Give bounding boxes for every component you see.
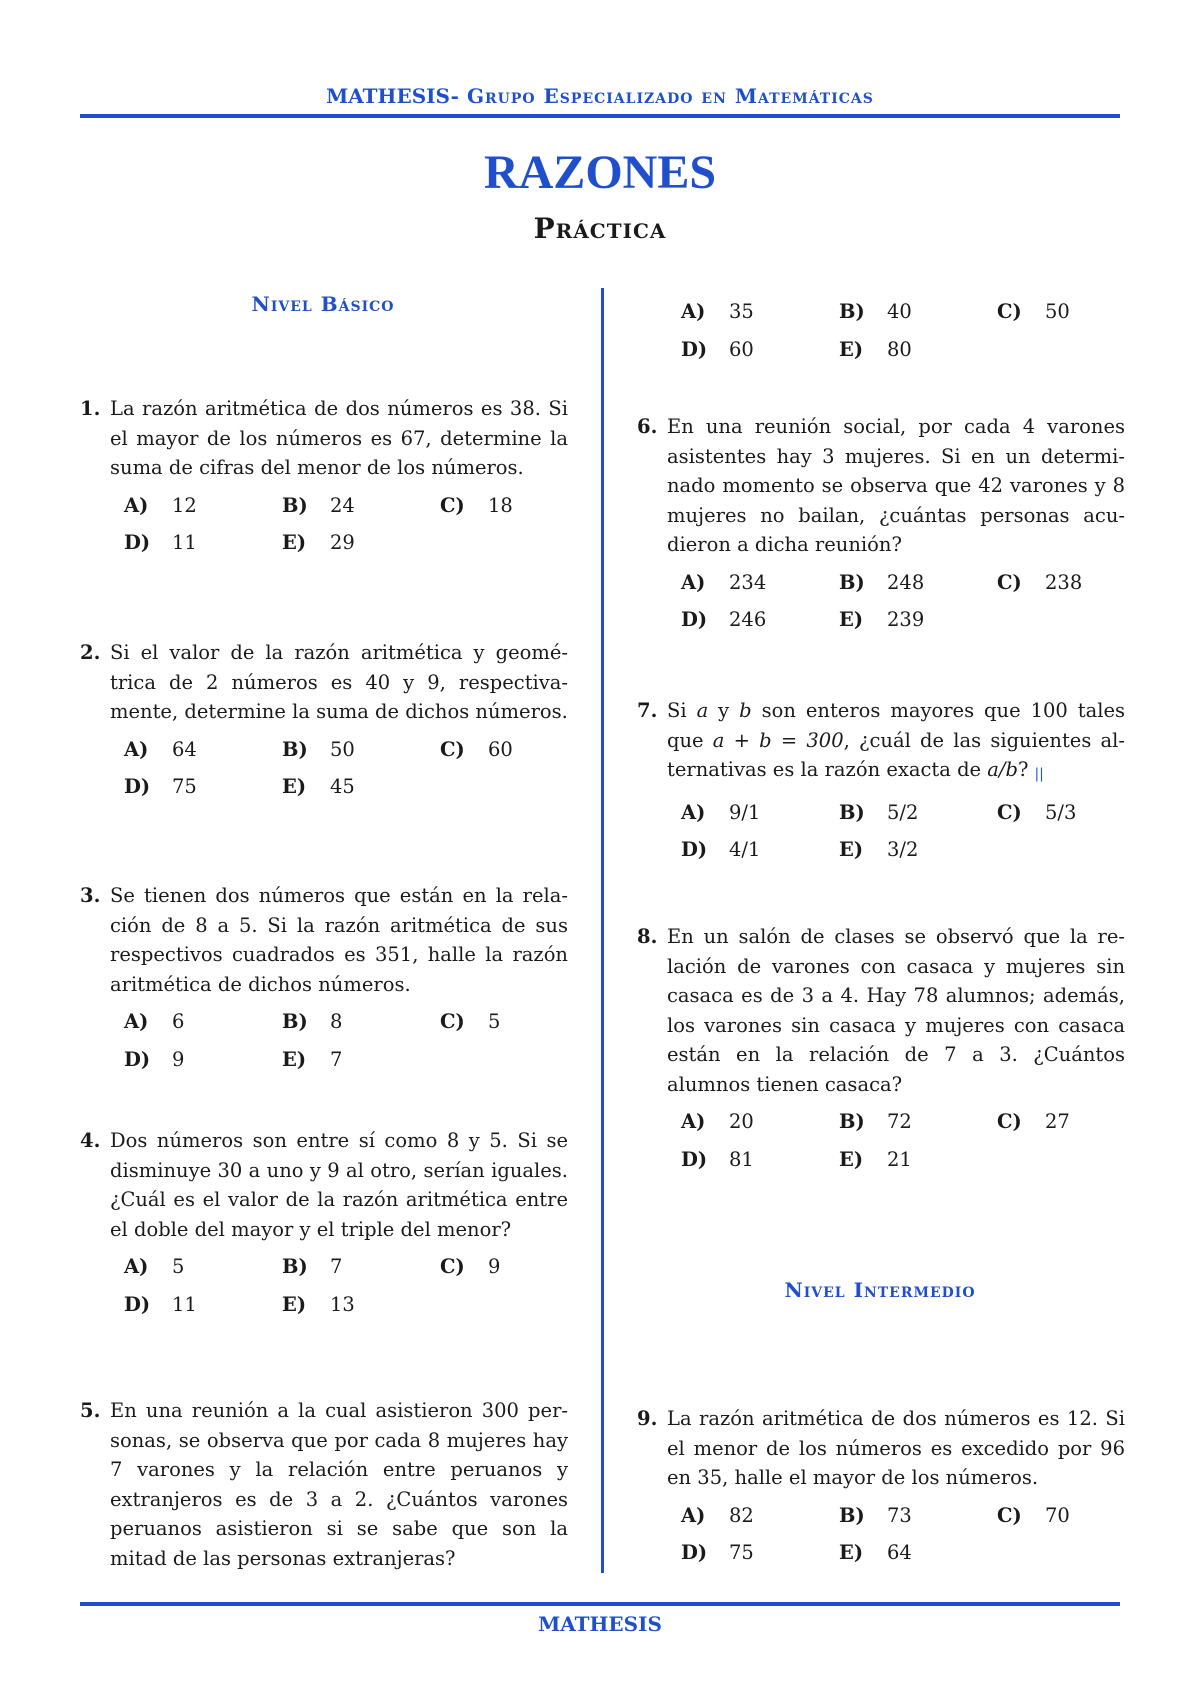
problem [78, 1126, 568, 1319]
option-value: 35 [729, 300, 754, 323]
problem-5-options [635, 289, 1125, 364]
problem-text [78, 394, 568, 483]
answer-option [124, 772, 282, 802]
answer-option [124, 528, 282, 558]
option-letter: C) [440, 737, 465, 761]
option-value: 50 [330, 737, 355, 761]
option-letter: C) [997, 800, 1022, 824]
option-value: 64 [172, 737, 197, 761]
math-var-a: a [696, 699, 709, 722]
answer-option [440, 1007, 598, 1037]
option-letter: D) [681, 1541, 708, 1564]
option-value: 3/2 [887, 838, 919, 861]
statement-part: Si [667, 699, 697, 722]
option-value: 40 [887, 300, 912, 323]
problem-number: 5. [80, 1399, 101, 1422]
option-value: 64 [887, 1541, 912, 1564]
problem-number: 2. [80, 641, 101, 664]
option-value: 13 [330, 1292, 355, 1316]
option-letter: A) [681, 1110, 706, 1133]
option-value: 70 [1045, 1503, 1070, 1527]
options-grid [635, 568, 1125, 635]
option-letter: A) [681, 1503, 706, 1527]
option-value: 4/1 [729, 838, 761, 861]
option-letter: E) [839, 1147, 864, 1171]
option-value: 60 [729, 337, 754, 361]
option-letter: E) [839, 838, 864, 861]
answer-option [282, 772, 440, 802]
statement-part: ? [1017, 758, 1029, 781]
option-value: 234 [729, 570, 767, 594]
option-letter: B) [839, 300, 865, 323]
answer-option [681, 1107, 839, 1137]
option-letter: E) [282, 1047, 307, 1071]
problem-text [635, 696, 1125, 790]
problem [635, 922, 1125, 1174]
section-title-intermediate: Nivel Intermedio [784, 1278, 976, 1302]
option-value: 12 [172, 493, 197, 517]
answer-option [839, 297, 997, 327]
option-value: 5/2 [887, 800, 919, 824]
header-brand: MATHESIS- [326, 84, 459, 108]
options-grid [635, 1501, 1125, 1568]
option-letter: A) [124, 1010, 149, 1033]
page-title: RAZONES [483, 146, 717, 199]
option-value: 5 [488, 1010, 501, 1033]
answer-option [681, 335, 839, 365]
problem-statement: Si el valor de la razón aritmética y geométrica de 2 números es 40 y 9, respectivamente, determine la suma de dichos números. [110, 641, 568, 723]
answer-option [282, 735, 440, 765]
option-letter: D) [124, 1047, 151, 1071]
option-letter: E) [282, 775, 307, 798]
option-value: 8 [330, 1010, 343, 1033]
option-value: 6 [172, 1010, 185, 1033]
option-letter: D) [681, 838, 708, 861]
option-letter: A) [124, 493, 149, 517]
option-value: 81 [729, 1147, 754, 1171]
option-letter: A) [124, 1255, 149, 1278]
answer-option [282, 1252, 440, 1282]
option-value: 80 [887, 337, 912, 361]
problem [78, 1396, 568, 1573]
problem-statement: Dos números son entre sí como 8 y 5. Si se disminuye 30 a uno y 9 al otro, serían iguales. ¿Cuál es el valor de la razón aritmética entre el doble del mayor y el triple del menor? [110, 1129, 568, 1241]
option-value: 50 [1045, 300, 1070, 323]
answer-option [997, 297, 1155, 327]
option-letter: D) [681, 608, 708, 631]
answer-option [440, 735, 598, 765]
option-letter: A) [681, 570, 706, 594]
option-letter: B) [282, 493, 308, 517]
answer-option [839, 798, 997, 828]
option-value: 11 [172, 1292, 197, 1316]
answer-option [440, 491, 598, 521]
answer-option [282, 1007, 440, 1037]
option-letter: B) [282, 1255, 308, 1278]
answer-option [997, 568, 1155, 598]
option-letter: E) [839, 337, 864, 361]
answer-option [124, 1290, 282, 1320]
problem-statement: La razón aritmética de dos números es 38. Si el mayor de los números es 67, determine la suma de cifras del menor de los números. [110, 397, 568, 479]
answer-option [997, 798, 1155, 828]
answer-option [124, 1045, 282, 1075]
option-value: 60 [488, 737, 513, 761]
option-value: 11 [172, 531, 197, 554]
options-grid [78, 491, 568, 558]
option-letter: A) [681, 300, 706, 323]
options-grid [635, 798, 1125, 865]
option-value: 20 [729, 1110, 754, 1133]
options-grid [78, 1007, 568, 1074]
math-var-b: b [739, 699, 752, 722]
answer-option [681, 1501, 839, 1531]
answer-option [440, 1252, 598, 1282]
options-grid [635, 297, 1125, 364]
option-letter: E) [282, 531, 307, 554]
problem [78, 394, 568, 558]
option-letter: C) [997, 1110, 1022, 1133]
option-letter: D) [124, 775, 151, 798]
math-ratio: a/b [987, 758, 1018, 781]
option-value: 24 [330, 493, 355, 517]
option-value: 9 [488, 1255, 501, 1278]
section-title-basic: Nivel Básico [251, 292, 395, 316]
problem-text [635, 1404, 1125, 1493]
problem-number: 7. [637, 699, 658, 722]
option-letter: D) [124, 531, 151, 554]
option-value: 7 [330, 1047, 343, 1071]
answer-option [839, 605, 997, 635]
header-subtitle: Grupo Especializado en Matemáticas [458, 84, 874, 108]
option-letter: C) [440, 1010, 465, 1033]
options-grid [78, 735, 568, 802]
page-footer: MATHESIS [538, 1612, 662, 1636]
option-value: 7 [330, 1255, 343, 1278]
option-value: 72 [887, 1110, 912, 1133]
option-letter: D) [124, 1292, 151, 1316]
option-value: 9 [172, 1047, 185, 1071]
problem-number: 8. [637, 925, 658, 948]
option-letter: B) [282, 737, 308, 761]
option-value: 239 [887, 608, 925, 631]
answer-option [839, 1538, 997, 1568]
answer-option [282, 1045, 440, 1075]
option-letter: E) [839, 1541, 864, 1564]
problem [635, 1404, 1125, 1568]
answer-option [839, 335, 997, 365]
problem [635, 412, 1125, 635]
option-letter: D) [681, 1147, 708, 1171]
option-value: 246 [729, 608, 767, 631]
answer-option [997, 1107, 1155, 1137]
option-letter: C) [997, 300, 1022, 323]
answer-option [124, 1007, 282, 1037]
problem-statement: Se tienen dos números que están en la relación de 8 a 5. Si la razón aritmética de sus respectivos cuadrados es 351, halle la razón aritmética de dichos números. [110, 884, 568, 996]
option-value: 21 [887, 1147, 912, 1171]
problem-text [78, 1396, 568, 1573]
option-letter: B) [839, 1110, 865, 1133]
problem-text [635, 412, 1125, 560]
math-equation: a + b = 300 [712, 728, 844, 752]
footer-rule [80, 1602, 1120, 1606]
answer-option [282, 491, 440, 521]
answer-option [282, 528, 440, 558]
option-value: 82 [729, 1503, 754, 1527]
problem-number: 1. [80, 397, 101, 420]
answer-option [839, 568, 997, 598]
option-value: 5/3 [1045, 800, 1077, 824]
option-value: 45 [330, 775, 355, 798]
option-letter: C) [997, 570, 1022, 594]
options-grid [78, 1252, 568, 1319]
answer-option [839, 1145, 997, 1175]
option-value: 248 [887, 570, 925, 594]
problem-number: 4. [80, 1129, 101, 1152]
problem-text [78, 881, 568, 999]
answer-option [681, 1145, 839, 1175]
statement-part: , ¿cuál de las siguientes alternativas es la razón exacta de [667, 728, 1125, 781]
option-letter: A) [124, 737, 149, 761]
answer-option [681, 835, 839, 865]
option-letter: C) [997, 1503, 1022, 1527]
option-letter: B) [839, 1503, 865, 1527]
answer-option [997, 1501, 1155, 1531]
options-grid [635, 1107, 1125, 1174]
problem-statement: En una reunión a la cual asistieron 300 personas, se observa que por cada 8 mujeres hay 7 varones y la relación entre peruanos y extranjeros es de 3 a 2. ¿Cuántos varones peruanos asistieron si se sabe que son la mitad de las personas extranjeras? [110, 1399, 568, 1570]
answer-option [124, 1252, 282, 1282]
answer-option [124, 735, 282, 765]
problem-statement: En una reunión social, por cada 4 varones asistentes hay 3 mujeres. Si en un determinado momento se observa que 42 varones y 8 mujeres no bailan, ¿cuántas personas acudieron a dicha reunión? [667, 415, 1125, 556]
problem-statement: En un salón de clases se observó que la relación de varones con casaca y mujeres sin casaca es de 3 a 4. Hay 78 alumnos; además, los varones sin casaca y mujeres con casaca están en la relación de 7 a 3. ¿Cuántos alumnos tienen casaca? [667, 925, 1125, 1096]
answer-option [681, 568, 839, 598]
option-value: 27 [1045, 1110, 1070, 1133]
option-value: 238 [1045, 570, 1083, 594]
answer-option [681, 297, 839, 327]
answer-option [839, 1501, 997, 1531]
option-letter: D) [681, 337, 708, 361]
answer-option [839, 1107, 997, 1137]
problem [78, 638, 568, 802]
answer-option [124, 491, 282, 521]
statement-part: y [708, 699, 740, 722]
option-letter: B) [839, 800, 865, 824]
option-value: 5 [172, 1255, 185, 1278]
problem-text [78, 1126, 568, 1244]
option-letter: C) [440, 493, 465, 517]
option-letter: A) [681, 800, 706, 824]
page-subtitle: Práctica [533, 212, 667, 245]
column-divider [601, 288, 604, 1573]
margin-mark: || [1034, 766, 1044, 782]
answer-option [839, 835, 997, 865]
header-rule [80, 114, 1120, 118]
option-letter: E) [282, 1292, 307, 1316]
option-value: 75 [729, 1541, 754, 1564]
answer-option [681, 1538, 839, 1568]
statement-part: son enteros mayores que 100 tales que [667, 699, 1125, 752]
problem-text [78, 638, 568, 727]
option-letter: C) [440, 1255, 465, 1278]
page-header [80, 84, 1120, 108]
option-value: 18 [488, 493, 513, 517]
option-value: 75 [172, 775, 197, 798]
problem-text [635, 922, 1125, 1099]
option-letter: B) [282, 1010, 308, 1033]
option-letter: B) [839, 570, 865, 594]
problem-number: 3. [80, 884, 101, 907]
answer-option [282, 1290, 440, 1320]
problem [78, 881, 568, 1074]
problem-statement: La razón aritmética de dos números es 12. Si el menor de los números es excedido por 96 en 35, halle el mayor de los números. [667, 1407, 1125, 1489]
answer-option [681, 605, 839, 635]
problem [635, 696, 1125, 865]
option-value: 73 [887, 1503, 912, 1527]
answer-option [681, 798, 839, 828]
option-letter: E) [839, 608, 864, 631]
option-value: 9/1 [729, 800, 761, 824]
option-value: 29 [330, 531, 355, 554]
problem-number: 6. [637, 415, 658, 438]
problem-number: 9. [637, 1407, 658, 1430]
